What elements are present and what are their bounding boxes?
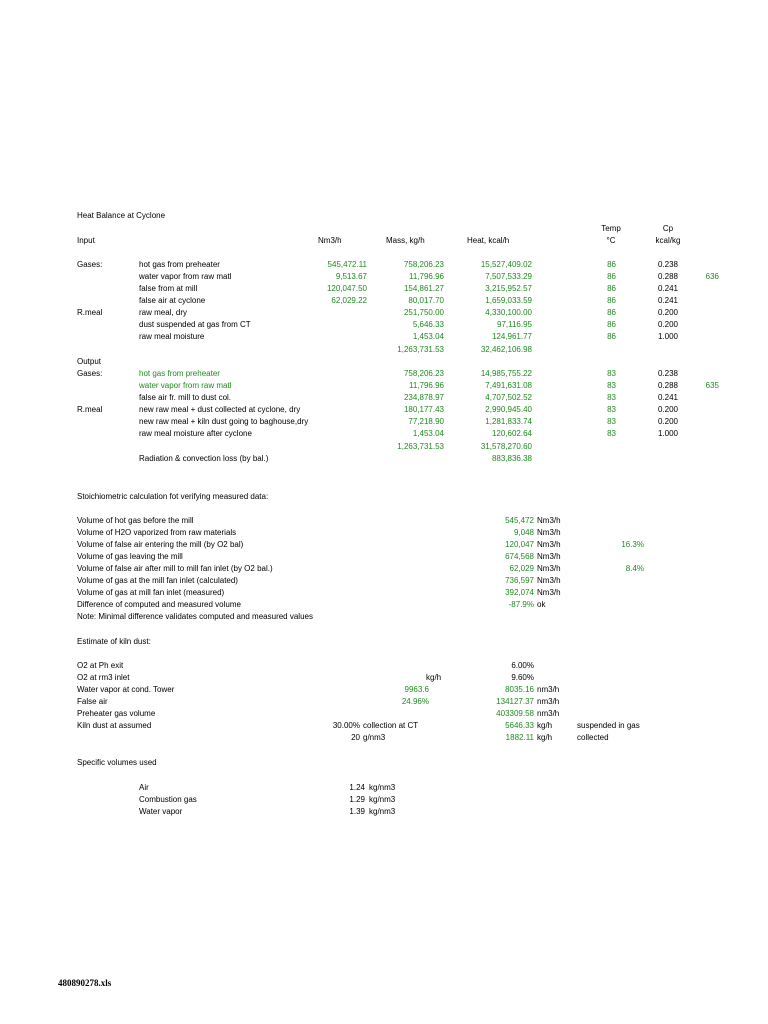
row-heat: 4,707,502.52 <box>485 393 532 402</box>
row-cp: 0.200 <box>657 417 678 426</box>
row-heat: 1,281,833.74 <box>485 417 532 426</box>
radiation-heat: 883,836.38 <box>491 454 532 463</box>
row-mass: 251,750.00 <box>403 308 444 317</box>
row-cp: 0.200 <box>657 405 678 414</box>
row-desc: false air at cyclone <box>139 296 206 305</box>
row-heat: 14,985,755.22 <box>480 369 532 378</box>
input-total-heat: 32,462,106.98 <box>480 345 532 354</box>
kiln-dust-left: 30.00% <box>332 721 360 730</box>
stoich-value: 736,597 <box>505 576 534 585</box>
water-unit: nm3/h <box>537 685 560 694</box>
kiln-dust-value: 5646.33 <box>505 721 534 730</box>
row-cp: 0.288 <box>657 272 678 281</box>
row-cp: 0.241 <box>657 284 678 293</box>
kiln-dust-label: Kiln dust at assumed <box>77 721 152 730</box>
row-mass: 11,796.96 <box>409 272 444 281</box>
stoich-value: 545,472 <box>505 516 534 525</box>
output-header: Output <box>77 357 102 366</box>
gnm3-left-unit: g/nm3 <box>363 733 386 742</box>
row-desc: water vapor from raw matl <box>139 381 232 390</box>
stoich-value: 674,568 <box>505 552 534 561</box>
row-heat: 124,961.77 <box>491 332 532 341</box>
row-temp: 83 <box>607 393 616 402</box>
gnm3-left: 20 <box>351 733 360 742</box>
row-temp: 83 <box>607 381 616 390</box>
row-temp: 86 <box>607 332 616 341</box>
row-heat: 3,215,952.57 <box>485 284 532 293</box>
mass-header: Mass, kg/h <box>386 236 425 245</box>
row-cp: 1.000 <box>657 332 678 341</box>
row-mass: 234,878.97 <box>403 393 444 402</box>
o2-ph-label: O2 at Ph exit <box>77 661 124 670</box>
row-desc: water vapor from raw matl <box>139 272 232 281</box>
input-total-mass: 1,263,731.53 <box>397 345 444 354</box>
stoich-label: Volume of false air after mill to mill fan inlet (by O2 bal.) <box>77 564 273 573</box>
specific-unit: kg/nm3 <box>369 807 396 816</box>
row-cp: 0.241 <box>657 296 678 305</box>
false-air-label: False air <box>77 697 108 706</box>
row-heat: 7,507,533.29 <box>485 272 532 281</box>
stoich-label: Volume of hot gas before the mill <box>77 516 194 525</box>
stoich-unit: Nm3/h <box>537 552 561 561</box>
kiln-dust-left-text: collection at CT <box>363 721 419 730</box>
specific-label: Combustion gas <box>139 795 197 804</box>
stoich-pct: 8.4% <box>625 564 644 573</box>
row-desc: dust suspended at gas from CT <box>139 320 251 329</box>
row-cp: 0.241 <box>657 393 678 402</box>
heat-balance-title: Heat Balance at Cyclone <box>77 211 166 220</box>
row-desc: hot gas from preheater <box>139 369 220 378</box>
row-mass: 1,453.04 <box>412 332 444 341</box>
specific-unit: kg/nm3 <box>369 783 396 792</box>
stoich-unit: Nm3/h <box>537 564 561 573</box>
row-heat: 97,116.95 <box>497 320 532 329</box>
row-group: R.meal <box>77 405 103 414</box>
row-temp: 86 <box>607 284 616 293</box>
stoich-value: 62,029 <box>509 564 534 573</box>
row-temp: 86 <box>607 308 616 317</box>
row-cp: 1.000 <box>657 429 678 438</box>
stoich-pct: 16.3% <box>621 540 644 549</box>
row-cp: 0.200 <box>657 308 678 317</box>
row-mass: 758,206.23 <box>403 369 444 378</box>
gnm3-unit: kg/h <box>537 733 553 742</box>
cp-header: Cp <box>662 224 674 233</box>
cp-unit-header: kcal/kg <box>655 236 681 245</box>
row-extra: 635 <box>705 381 719 390</box>
stoich-value: 9,048 <box>513 528 534 537</box>
preheater-value: 403309.58 <box>496 709 534 718</box>
specific-value: 1.29 <box>349 795 365 804</box>
specific-value: 1.24 <box>349 783 365 792</box>
gnm3-note: collected <box>577 733 609 742</box>
row-mass: 80,017.70 <box>408 296 444 305</box>
row-heat: 4,330,100.00 <box>485 308 532 317</box>
row-extra: 636 <box>705 272 719 281</box>
row-desc: new raw meal + dust collected at cyclone, dry <box>139 405 301 414</box>
row-mass: 180,177.43 <box>403 405 444 414</box>
row-desc: false air fr. mill to dust col. <box>139 393 232 402</box>
row-group: R.meal <box>77 308 103 317</box>
stoich-title: Stoichiometric calculation fot verifying measured data: <box>77 492 269 501</box>
row-nm3h: 9,513.67 <box>335 272 367 281</box>
radiation-label: Radiation & convection loss (by bal.) <box>139 454 269 463</box>
temp-unit-header: °C <box>606 236 616 245</box>
row-desc: new raw meal + kiln dust going to baghouse,dry <box>139 417 309 426</box>
kiln-title: Estimate of kiln dust: <box>77 637 151 646</box>
output-total-heat: 31,578,270.60 <box>480 442 532 451</box>
false-air-value: 134127.37 <box>496 697 534 706</box>
row-desc: raw meal moisture after cyclone <box>139 429 252 438</box>
gnm3-value: 1882.11 <box>505 733 534 742</box>
file-name: 480890278.xls <box>58 978 112 988</box>
o2-ph-value: 6.00% <box>511 661 534 670</box>
row-heat: 120,602.64 <box>491 429 532 438</box>
row-cp: 0.288 <box>657 381 678 390</box>
water-left: 9963.6 <box>404 685 429 694</box>
row-temp: 83 <box>607 405 616 414</box>
row-desc: false from at mill <box>139 284 198 293</box>
row-heat: 15,527,409.02 <box>480 260 532 269</box>
nm3h-header: Nm3/h <box>318 236 342 245</box>
row-temp: 86 <box>607 320 616 329</box>
row-mass: 5,646.33 <box>412 320 444 329</box>
row-nm3h: 120,047.50 <box>326 284 367 293</box>
preheater-label: Preheater gas volume <box>77 709 156 718</box>
row-group: Gases: <box>77 260 103 269</box>
o2-rm-unit: kg/h <box>426 673 442 682</box>
stoich-label: Volume of gas leaving the mill <box>77 552 183 561</box>
water-label: Water vapor at cond. Tower <box>77 685 175 694</box>
stoich-unit: Nm3/h <box>537 576 561 585</box>
row-temp: 86 <box>607 260 616 269</box>
input-header: Input <box>77 236 95 245</box>
row-temp: 86 <box>607 272 616 281</box>
row-temp: 83 <box>607 429 616 438</box>
preheater-unit: nm3/h <box>537 709 560 718</box>
stoich-unit: Nm3/h <box>537 540 561 549</box>
stoich-label: Volume of gas at mill fan inlet (measured) <box>77 588 225 597</box>
stoich-note: Note: Minimal difference validates computed and measured values <box>77 612 313 621</box>
row-heat: 2,990,945.40 <box>485 405 532 414</box>
row-desc: raw meal, dry <box>139 308 188 317</box>
row-desc: hot gas from preheater <box>139 260 220 269</box>
stoich-value: 120,047 <box>505 540 534 549</box>
stoich-unit: Nm3/h <box>537 528 561 537</box>
stoich-label: Difference of computed and measured volume <box>77 600 241 609</box>
output-total-mass: 1,263,731.53 <box>397 442 444 451</box>
heat-header: Heat, kcal/h <box>467 236 510 245</box>
kiln-dust-unit: kg/h <box>537 721 553 730</box>
row-mass: 1,453.04 <box>412 429 444 438</box>
stoich-unit: Nm3/h <box>537 588 561 597</box>
stoich-label: Volume of false air entering the mill (by O2 bal) <box>77 540 244 549</box>
stoich-unit: Nm3/h <box>537 516 561 525</box>
row-temp: 83 <box>607 417 616 426</box>
temp-header: Temp <box>601 224 621 233</box>
stoich-label: Volume of H2O vaporized from raw materials <box>77 528 237 537</box>
row-nm3h: 545,472.11 <box>327 260 367 269</box>
row-desc: raw meal moisture <box>139 332 205 341</box>
row-temp: 86 <box>607 296 616 305</box>
stoich-label: Volume of gas at the mill fan inlet (calculated) <box>77 576 238 585</box>
row-nm3h: 62,029.22 <box>331 296 367 305</box>
row-heat: 1,659,033.59 <box>485 296 532 305</box>
false-air-left: 24.96% <box>401 697 429 706</box>
stoich-value: -87.9% <box>508 600 534 609</box>
row-heat: 7,491,631.08 <box>485 381 532 390</box>
row-mass: 758,206.23 <box>403 260 444 269</box>
water-value: 8035.16 <box>505 685 534 694</box>
o2-rm-label: O2 at rm3 inlet <box>77 673 130 682</box>
stoich-unit: ok <box>537 600 546 609</box>
o2-rm-value: 9.60% <box>511 673 534 682</box>
kiln-dust-note: suspended in gas <box>577 721 640 730</box>
specific-title: Specific volumes used <box>77 758 157 767</box>
row-mass: 11,796.96 <box>409 381 444 390</box>
row-cp: 0.200 <box>657 320 678 329</box>
specific-unit: kg/nm3 <box>369 795 396 804</box>
specific-value: 1.39 <box>349 807 365 816</box>
specific-label: Water vapor <box>139 807 183 816</box>
row-temp: 83 <box>607 369 616 378</box>
row-mass: 77,218.90 <box>408 417 444 426</box>
row-group: Gases: <box>77 369 103 378</box>
row-cp: 0.238 <box>657 260 678 269</box>
specific-label: Air <box>139 783 149 792</box>
row-mass: 154,861.27 <box>403 284 444 293</box>
false-air-unit: nm3/h <box>537 697 560 706</box>
row-cp: 0.238 <box>657 369 678 378</box>
stoich-value: 392,074 <box>505 588 534 597</box>
